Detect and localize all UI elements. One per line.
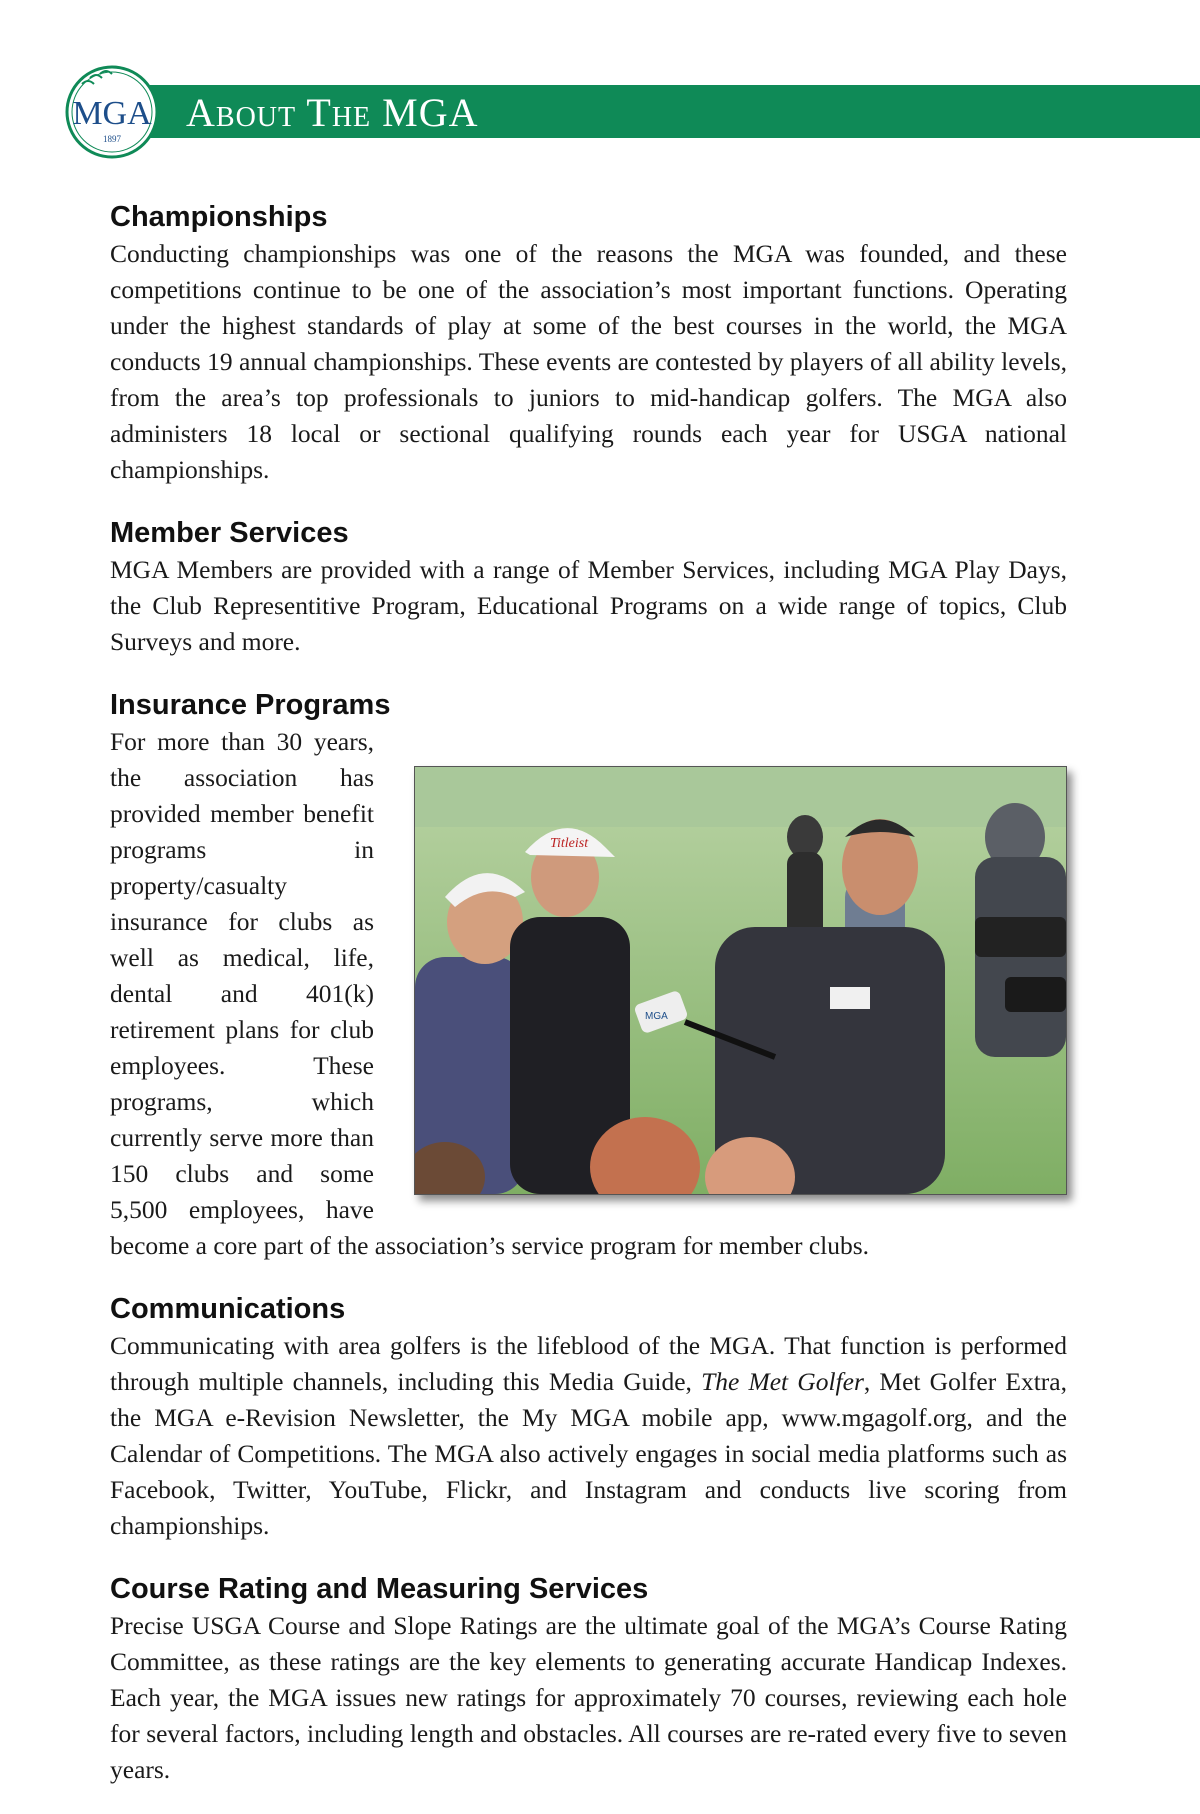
body-course-rating: Precise USGA Course and Slope Ratings are the ultimate goal of the MGA’s Course Rating Committee, as these ratings are the key elements to generating accurate Handicap Indexes. Each year, the MGA issues new ratings for approximately 70 courses, reviewing each hole for several factors, including length and obstacles. All courses are re-rated every five to seven years. xyxy=(110,1611,1067,1784)
mga-logo xyxy=(60,62,170,162)
heading-insurance: Insurance Programs xyxy=(110,689,391,721)
section-member-services xyxy=(110,514,1067,660)
section-insurance xyxy=(110,686,1067,1264)
heading-communications: Communications xyxy=(110,1293,346,1325)
mic-flag-text: MGA xyxy=(645,1011,668,1022)
heading-course-rating: Course Rating and Measuring Services xyxy=(110,1573,649,1605)
communications-text-2: , Met Golfer Extra, the MGA e-Revision Newsletter, the My MGA mobile app, www.mgagolf.org, and the Calendar of Competitions. The MGA also actively engages in social media platforms such as Facebook, Twitter, YouTube, Flickr, and Instagram and conducts live scoring from championships. xyxy=(110,1367,1067,1540)
svg-text:MGA: MGA xyxy=(72,95,152,132)
communications-text-1: Communicating with area golfers is the lifeblood of the MGA. That function is performed through multiple channels, including this Media Guide, xyxy=(110,1331,1067,1396)
mga-logo-emblem xyxy=(60,62,170,162)
body-communications xyxy=(110,1328,1067,1544)
heading-member-services: Member Services xyxy=(110,517,349,549)
cap-logo-text: Titleist xyxy=(550,836,589,851)
body-insurance: For more than 30 years, the association has provided member benefit programs in property/casualty insurance for clubs as well as medical, life, dental and 401(k) retirement plans for club employees. These programs, which currently serve more than 150 clubs and some 5,500 employees, have become a core part of the association’s service program for member clubs. xyxy=(110,727,870,1260)
section-communications xyxy=(110,1290,1067,1544)
section-course-rating xyxy=(110,1570,1067,1788)
photo-illustration xyxy=(415,767,1066,1194)
section-championships xyxy=(110,198,1067,488)
interview-photo xyxy=(414,766,1067,1195)
body-member-services: MGA Members are provided with a range of Member Services, including MGA Play Days, the Club Representitive Program, Educational Programs on a wide range of topics, Club Surveys and more. xyxy=(110,555,1067,656)
met-golfer-title: The Met Golfer xyxy=(701,1367,864,1396)
heading-championships: Championships xyxy=(110,201,328,233)
body-championships: Conducting championships was one of the reasons the MGA was founded, and these competitions continue to be one of the association’s most important functions. Operating under the highest standards of play at some of the best courses in the world, the MGA conducts 19 annual championships. These events are contested by players of all ability levels, from the area’s top professionals to juniors to mid-handicap golfers. The MGA also administers 18 local or sectional qualifying rounds each year for USGA national championships. xyxy=(110,239,1067,484)
svg-text:1897: 1897 xyxy=(103,134,121,144)
page-title: About The MGA xyxy=(186,90,479,135)
main-content xyxy=(110,198,1067,1814)
